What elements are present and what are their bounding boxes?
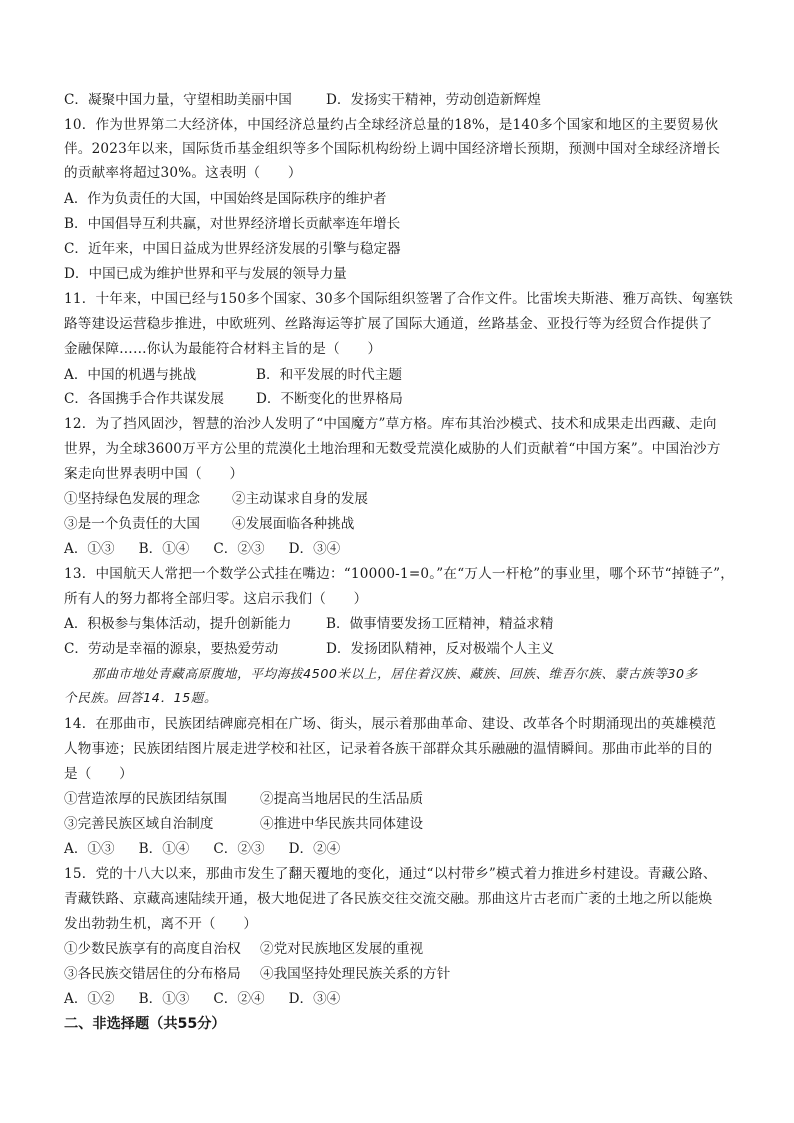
q15-items-12 — [64, 939, 744, 959]
q15-item-3: ③各民族交错居住的分布格局 — [64, 966, 241, 982]
q11-stem-line1: 11．十年来，中国已经与150多个国家、30多个国际组织签署了合作文件。比雷埃夫斯港、雅万高铁、匈塞铁 — [64, 291, 733, 307]
q12-item-1: ①坚持绿色发展的理念 — [64, 491, 200, 507]
q11-option-d: D．不断变化的世界格局 — [256, 391, 403, 407]
q9-options-cd — [64, 90, 744, 110]
q12-item-4: ④发展面临各种挑战 — [232, 516, 355, 532]
q10-option-c: C．近年来，中国日益成为世界经济发展的引擎与稳定器 — [64, 241, 401, 257]
q11-options-cd — [64, 389, 744, 409]
q13-option-b: B．做事情要发扬工匠精神，精益求精 — [326, 616, 554, 632]
q12-choices — [64, 539, 744, 559]
q10-option-a: A．作为负责任的大国，中国始终是国际秩序的维护者 — [64, 191, 387, 207]
q14-choice-a: A．①③ — [64, 841, 115, 857]
q11-option-c: C．各国携手合作共谋发展 — [64, 391, 224, 407]
q15-item-4: ④我国坚持处理民族关系的方针 — [260, 966, 451, 982]
q12-stem-line3: 案走向世界表明中国（ ） — [64, 466, 244, 482]
q11-option-b: B．和平发展的时代主题 — [256, 367, 402, 383]
q15-choice-c: C．②④ — [213, 991, 265, 1007]
q12-items-12 — [64, 489, 744, 509]
q13-stem-line1: 13．中国航天人常把一个数学公式挂在嘴边：“10000-1=0。”在“万人一杆枪”的事业里，哪个环节“掉链子”， — [64, 566, 735, 582]
q14-choice-c: C．②③ — [213, 841, 265, 857]
q10-stem-line2: 伴。2023年以来，国际货币基金组织等多个国际机构纷纷上调中国经济增长预期，预测中国对全球经济增长 — [64, 141, 721, 157]
q13-options-ab — [64, 614, 744, 634]
q15-choice-d: D．③④ — [288, 991, 341, 1007]
q10-option-d: D．中国已成为维护世界和平与发展的领导力量 — [64, 266, 347, 282]
q12-choice-c: C．②③ — [213, 541, 265, 557]
q12-choice-a: A．①③ — [64, 541, 115, 557]
q9-option-d: D．发扬实干精神，劳动创造新辉煌 — [326, 92, 541, 108]
q14-item-2: ②提高当地居民的生活品质 — [260, 791, 424, 807]
q15-choice-a: A．①② — [64, 991, 115, 1007]
q11-stem-line2: 路等建设运营稳步推进，中欧班列、丝路海运等扩展了国际大通道，丝路基金、亚投行等为经贸合作提供了 — [64, 316, 713, 332]
q12-choice-b: B．①④ — [138, 541, 190, 557]
q10-option-b: B．中国倡导互利共赢，对世界经济增长贡献率连年增长 — [64, 216, 401, 232]
q14-stem-line1: 14．在那曲市，民族团结碑廊亮相在广场、街头，展示着那曲革命、建设、改革各个时期涌现出的英雄模范 — [64, 716, 717, 732]
q15-items-34 — [64, 964, 744, 984]
q12-choice-d: D．③④ — [288, 541, 341, 557]
q11-options-ab — [64, 365, 744, 385]
q14-item-3: ③完善民族区域自治制度 — [64, 816, 214, 832]
material-note-line1: 那曲市地处青藏高原腹地，平均海拔4500米以上，居住着汉族、藏族、回族、维吾尔族、蒙古族等30多 — [92, 666, 698, 681]
q14-choice-d: D．②④ — [288, 841, 341, 857]
q12-items-34 — [64, 514, 744, 534]
q13-stem-line2: 所有人的努力都将全部归零。这启示我们（ ） — [64, 591, 368, 607]
q15-choice-b: B．①③ — [138, 991, 190, 1007]
q11-option-a: A．中国的机遇与挑战 — [64, 367, 197, 383]
q14-item-1: ①营造浓厚的民族团结氛围 — [64, 791, 228, 807]
q13-options-cd — [64, 639, 744, 659]
q14-items-12 — [64, 789, 744, 809]
q12-stem-line2: 世界，为全球3600万平方公里的荒漠化土地治理和无数受荒漠化威胁的人们贡献着“中国方案”。中国治沙方 — [64, 441, 721, 457]
q15-stem-line3: 发出勃勃生机，离不开（ ） — [64, 916, 258, 932]
q14-choices — [64, 839, 744, 859]
q15-item-2: ②党对民族地区发展的重视 — [260, 941, 424, 957]
q15-stem-line2: 青藏铁路、京藏高速陆续开通，极大地促进了各民族交往交流交融。那曲这片古老而广袤的土地之所以能焕 — [64, 891, 713, 907]
q11-stem-line3: 金融保障……你认为最能符合材料主旨的是（ ） — [64, 341, 382, 357]
q13-option-c: C．劳动是幸福的源泉，要热爱劳动 — [64, 641, 279, 657]
q10-stem-line1: 10．作为世界第二大经济体，中国经济总量约占全球经济总量的18%，是140多个国家和地区的主要贸易伙 — [64, 117, 719, 133]
q14-item-4: ④推进中华民族共同体建设 — [260, 816, 424, 832]
q13-option-a: A．积极参与集体活动，提升创新能力 — [64, 616, 292, 632]
q14-stem-line2: 人物事迹；民族团结图片展走进学校和社区，记录着各族干部群众其乐融融的温情瞬间。那曲市此举的目的 — [64, 741, 713, 757]
q14-items-34 — [64, 814, 744, 834]
q10-stem-line3: 的贡献率将超过30%。这表明（ ） — [64, 165, 302, 181]
q15-choices — [64, 989, 744, 1009]
section-heading-non-choice: 二、非选择题（共55分） — [64, 1016, 226, 1032]
q15-item-1: ①少数民族享有的高度自治权 — [64, 941, 241, 957]
q12-item-2: ②主动谋求自身的发展 — [232, 491, 368, 507]
q12-item-3: ③是一个负责任的大国 — [64, 516, 200, 532]
q9-option-c: C．凝聚中国力量，守望相助美丽中国 — [64, 92, 292, 108]
q13-option-d: D．发扬团队精神，反对极端个人主义 — [326, 641, 555, 657]
q12-stem-line1: 12．为了挡风固沙，智慧的治沙人发明了“中国魔方”草方格。库布其治沙模式、技术和成果走出西藏、走向 — [64, 416, 717, 432]
material-note-line2: 个民族。回答14．15题。 — [64, 690, 218, 705]
q14-choice-b: B．①④ — [138, 841, 190, 857]
q15-stem-line1: 15．党的十八大以来，那曲市发生了翻天覆地的变化，通过“以村带乡”模式着力推进乡村建设。青藏公路、 — [64, 866, 717, 882]
q14-stem-line3: 是（ ） — [64, 766, 133, 782]
